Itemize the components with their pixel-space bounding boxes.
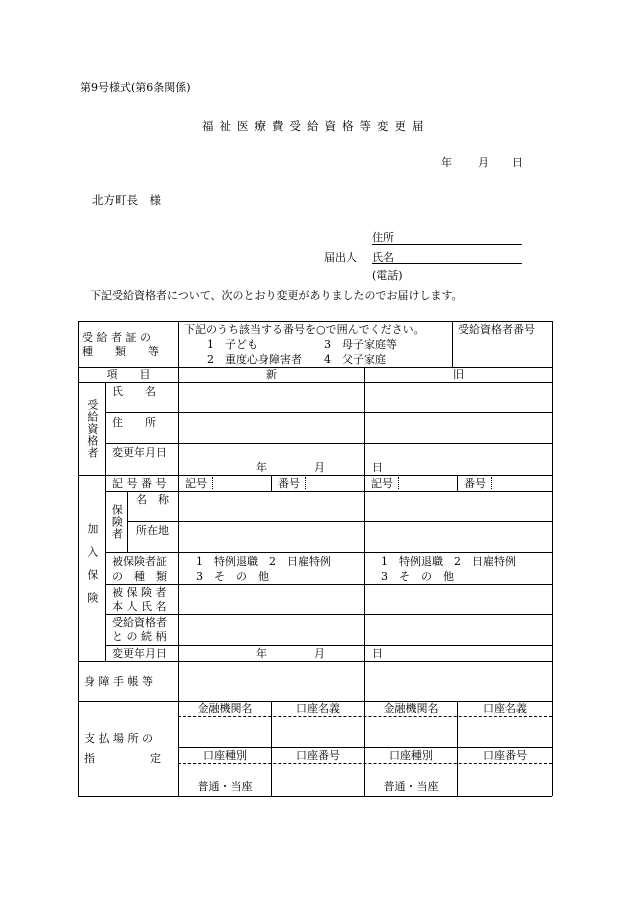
new-account-holder-label: 口座名義 (296, 702, 340, 716)
disability-old-field[interactable] (365, 662, 552, 701)
new-number-field[interactable] (307, 476, 363, 491)
old-symbol-field[interactable] (400, 476, 456, 491)
relation-old-field[interactable] (365, 615, 552, 645)
insurance-change-date-label: 変更年月日 (112, 647, 167, 660)
new-bank-name-field[interactable] (179, 717, 271, 747)
applicant-prefix: 届出人 (324, 251, 357, 264)
insurer-label: 保険者 (110, 504, 124, 540)
insured-type-new-options-line1[interactable]: 1 特例退職 2 日雇特例 (196, 555, 331, 568)
insurer-name-new-field[interactable] (179, 492, 364, 521)
column-header-old: 旧 (453, 368, 464, 382)
cert-type-options-line2[interactable]: 2 重度心身障害者 4 父子家庭 (207, 353, 386, 366)
old-account-holder-label: 口座名義 (483, 702, 527, 716)
insurance-group-label (79, 476, 105, 661)
new-account-holder-field[interactable] (272, 717, 364, 747)
table-border-top (78, 321, 552, 322)
column-header-new: 新 (266, 368, 277, 382)
new-symbol-label: 記号 (185, 477, 207, 490)
date-month-label: 月 (478, 156, 489, 169)
insurance-group-label-text: 加入保険 (85, 522, 99, 615)
cert-type-instruction: 下記のうち該当する番号を○で囲んでください。 (184, 323, 425, 336)
date-year-label: 年 (441, 156, 452, 169)
new-account-type-label: 口座種別 (203, 748, 247, 762)
old-symbol-label: 記号 (371, 477, 393, 490)
old-number-field[interactable] (493, 476, 551, 491)
disability-new-field[interactable] (179, 662, 364, 701)
recipient-name-old-field[interactable] (365, 383, 552, 412)
table-line (457, 475, 458, 491)
addressee: 北方町長 様 (92, 193, 161, 207)
new-symbol-field[interactable] (214, 476, 270, 491)
cert-type-label (82, 325, 174, 365)
insured-name-new-field[interactable] (179, 585, 364, 614)
name-label: 氏名 (372, 251, 394, 264)
table-dotted-line (305, 477, 306, 489)
old-bank-name-label: 金融機関名 (383, 702, 439, 716)
table-line (127, 491, 128, 552)
recipient-address-new-field[interactable] (179, 413, 364, 443)
insured-name-old-field[interactable] (365, 585, 552, 614)
insurance-change-year[interactable]: 年 (256, 647, 267, 660)
table-line (105, 645, 552, 646)
recipient-change-date-label: 変更年月日 (112, 446, 167, 459)
recipient-change-year[interactable]: 年 (256, 461, 267, 474)
insured-name-label-line1: 被 保 険 者 (112, 586, 167, 599)
column-header-item: 項 目 (106, 368, 151, 382)
symbol-number-label: 記 号 番 号 (112, 477, 167, 490)
insurer-location-label: 所在地 (136, 524, 169, 537)
table-line (271, 475, 272, 491)
table-line (105, 443, 552, 444)
old-account-holder-field[interactable] (458, 717, 552, 747)
insured-type-old-options-line2[interactable]: 3 そ の 他 (381, 570, 454, 583)
payment-label-line1: 支 払 場 所 の (84, 732, 153, 746)
cert-type-options-line1[interactable]: 1 子ども 3 母子家庭等 (207, 338, 397, 351)
cert-type-label-line2: 種 類 等 (82, 345, 159, 358)
address-label: 住所 (372, 231, 394, 244)
insured-type-label-line1: 被保険者証 (112, 555, 167, 568)
old-number-label: 番号 (464, 477, 486, 490)
insurance-change-month[interactable]: 月 (314, 647, 325, 660)
disability-label: 身 障 手 帳 等 (84, 674, 153, 688)
payment-label (84, 702, 174, 796)
new-account-type-value[interactable]: 普通・当座 (197, 780, 253, 794)
recipient-change-month[interactable]: 月 (314, 461, 325, 474)
recipient-number-field[interactable] (453, 338, 551, 366)
date-day-label: 日 (512, 156, 523, 169)
old-account-type-value[interactable]: 普通・当座 (383, 780, 439, 794)
relation-new-field[interactable] (179, 615, 364, 645)
new-account-number-label: 口座番号 (296, 748, 340, 762)
cert-type-label-line1: 受 給 者 証 の (82, 331, 151, 345)
relation-label-line2: と の 続 柄 (112, 630, 167, 643)
recipient-address-old-field[interactable] (365, 413, 552, 443)
insured-type-old-options-line1[interactable]: 1 特例退職 2 日雇特例 (381, 555, 516, 568)
table-dotted-line (212, 477, 213, 489)
old-account-number-field[interactable] (458, 764, 552, 796)
insurer-location-old-field[interactable] (365, 522, 552, 552)
insured-name-label-line2: 本 人 氏 名 (112, 600, 167, 613)
address-line (372, 244, 522, 245)
recipient-address-label: 住 所 (112, 416, 156, 429)
name-line (372, 263, 522, 264)
old-account-number-label: 口座番号 (483, 748, 527, 762)
new-account-number-field[interactable] (272, 764, 364, 796)
payment-label-line2: 指 定 (84, 752, 161, 765)
old-account-type-label: 口座種別 (389, 748, 433, 762)
insured-type-label-line2: の 種 類 (112, 570, 167, 583)
relation-label-line1: 受給資格者 (112, 616, 167, 629)
insurer-location-new-field[interactable] (179, 522, 364, 552)
new-number-label: 番号 (278, 477, 300, 490)
form-title: 福祉医療費受給資格等変更届 (202, 119, 430, 133)
insured-type-new-options-line2[interactable]: 3 そ の 他 (196, 570, 269, 583)
phone-label: (電話) (372, 269, 403, 282)
statement-text: 下記受給資格者について、次のとおり変更がありましたのでお届けします。 (90, 289, 463, 302)
recipient-name-new-field[interactable] (179, 383, 364, 412)
table-border-right (552, 321, 553, 796)
recipient-number-label: 受給資格者番号 (458, 323, 535, 336)
table-dotted-line (398, 477, 399, 489)
form-number: 第9号様式(第6条関係) (80, 81, 191, 94)
table-border-bottom (78, 796, 552, 797)
insurer-name-old-field[interactable] (365, 492, 552, 521)
recipient-name-label: 氏 名 (112, 385, 156, 398)
table-dotted-line (491, 477, 492, 489)
insurer-name-label: 名 称 (136, 493, 169, 506)
recipient-change-day[interactable]: 日 (372, 461, 383, 474)
recipient-group-label: 受給資格者 (85, 399, 99, 459)
table-line (105, 552, 552, 553)
insurance-change-day[interactable]: 日 (372, 647, 383, 660)
new-bank-name-label: 金融機関名 (197, 702, 253, 716)
old-bank-name-field[interactable] (365, 717, 457, 747)
